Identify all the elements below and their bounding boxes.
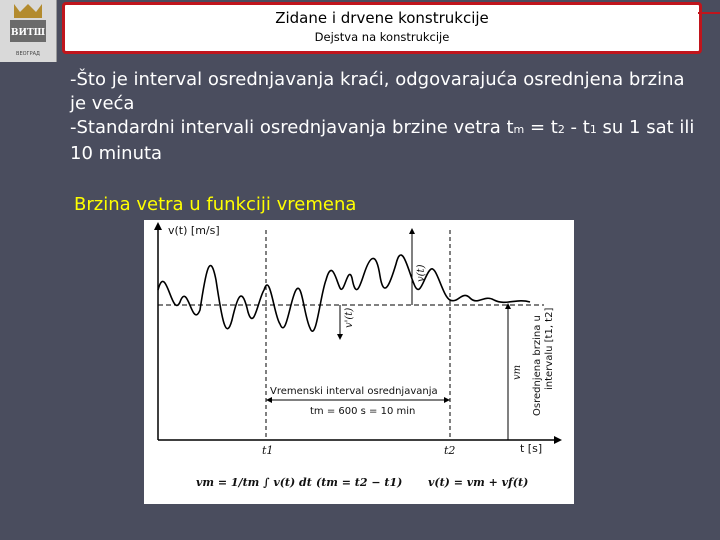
- right-label-2: intervalu [t1, t2]: [544, 307, 555, 390]
- speed-label: v(t): [416, 264, 427, 282]
- wind-speed-figure: [144, 220, 574, 504]
- university-logo: [0, 0, 57, 62]
- header-subtitle: Dejstva na konstrukcije: [314, 30, 450, 44]
- bullet-2-part: -Standardni intervali osrednjavanja brzine vetra t: [70, 117, 514, 138]
- logo-text: ВИТШ: [10, 28, 46, 38]
- sub-m: m: [513, 123, 525, 136]
- slide-body: [70, 68, 700, 166]
- y-axis-label: v(t) [m/s]: [168, 224, 220, 237]
- figure-caption: Brzina vetra u funkciji vremena: [74, 194, 357, 215]
- bullet-2: [70, 116, 700, 166]
- bullet-2-part: su 1 sat ili 10 minuta: [70, 117, 695, 164]
- bullet-2-part: - t: [564, 117, 590, 138]
- interval-label: Vremenski interval osrednjavanja: [270, 386, 438, 397]
- logo-subtext: ВЕОГРАД: [16, 51, 40, 57]
- bullet-1: -Što je interval osrednjavanja kraći, odgovarajuća osrednjena brzina je veća: [70, 69, 685, 114]
- header-accent-line: [698, 12, 720, 14]
- sub-1: 1: [589, 123, 597, 136]
- interval-value: tm = 600 s = 10 min: [310, 406, 416, 417]
- t1-label: t1: [262, 444, 274, 457]
- formula-speed: v(t) = vm + vf(t): [428, 476, 529, 489]
- bullet-2-part: = t: [524, 117, 558, 138]
- t2-label: t2: [444, 444, 456, 457]
- fluctuation-label: v'(t): [344, 307, 355, 328]
- right-label-1: Osrednjena brzina u: [532, 315, 543, 416]
- formula-interval: (tm = t2 − t1): [316, 476, 403, 489]
- header-title: Zidane i drvene konstrukcije: [275, 9, 489, 27]
- mean-speed-label: vm: [512, 364, 523, 380]
- slide-header: [62, 2, 702, 54]
- formula-mean: vm = 1/tm ∫ v(t) dt: [196, 476, 312, 489]
- x-axis-label: t [s]: [520, 442, 543, 455]
- sub-2: 2: [557, 123, 565, 136]
